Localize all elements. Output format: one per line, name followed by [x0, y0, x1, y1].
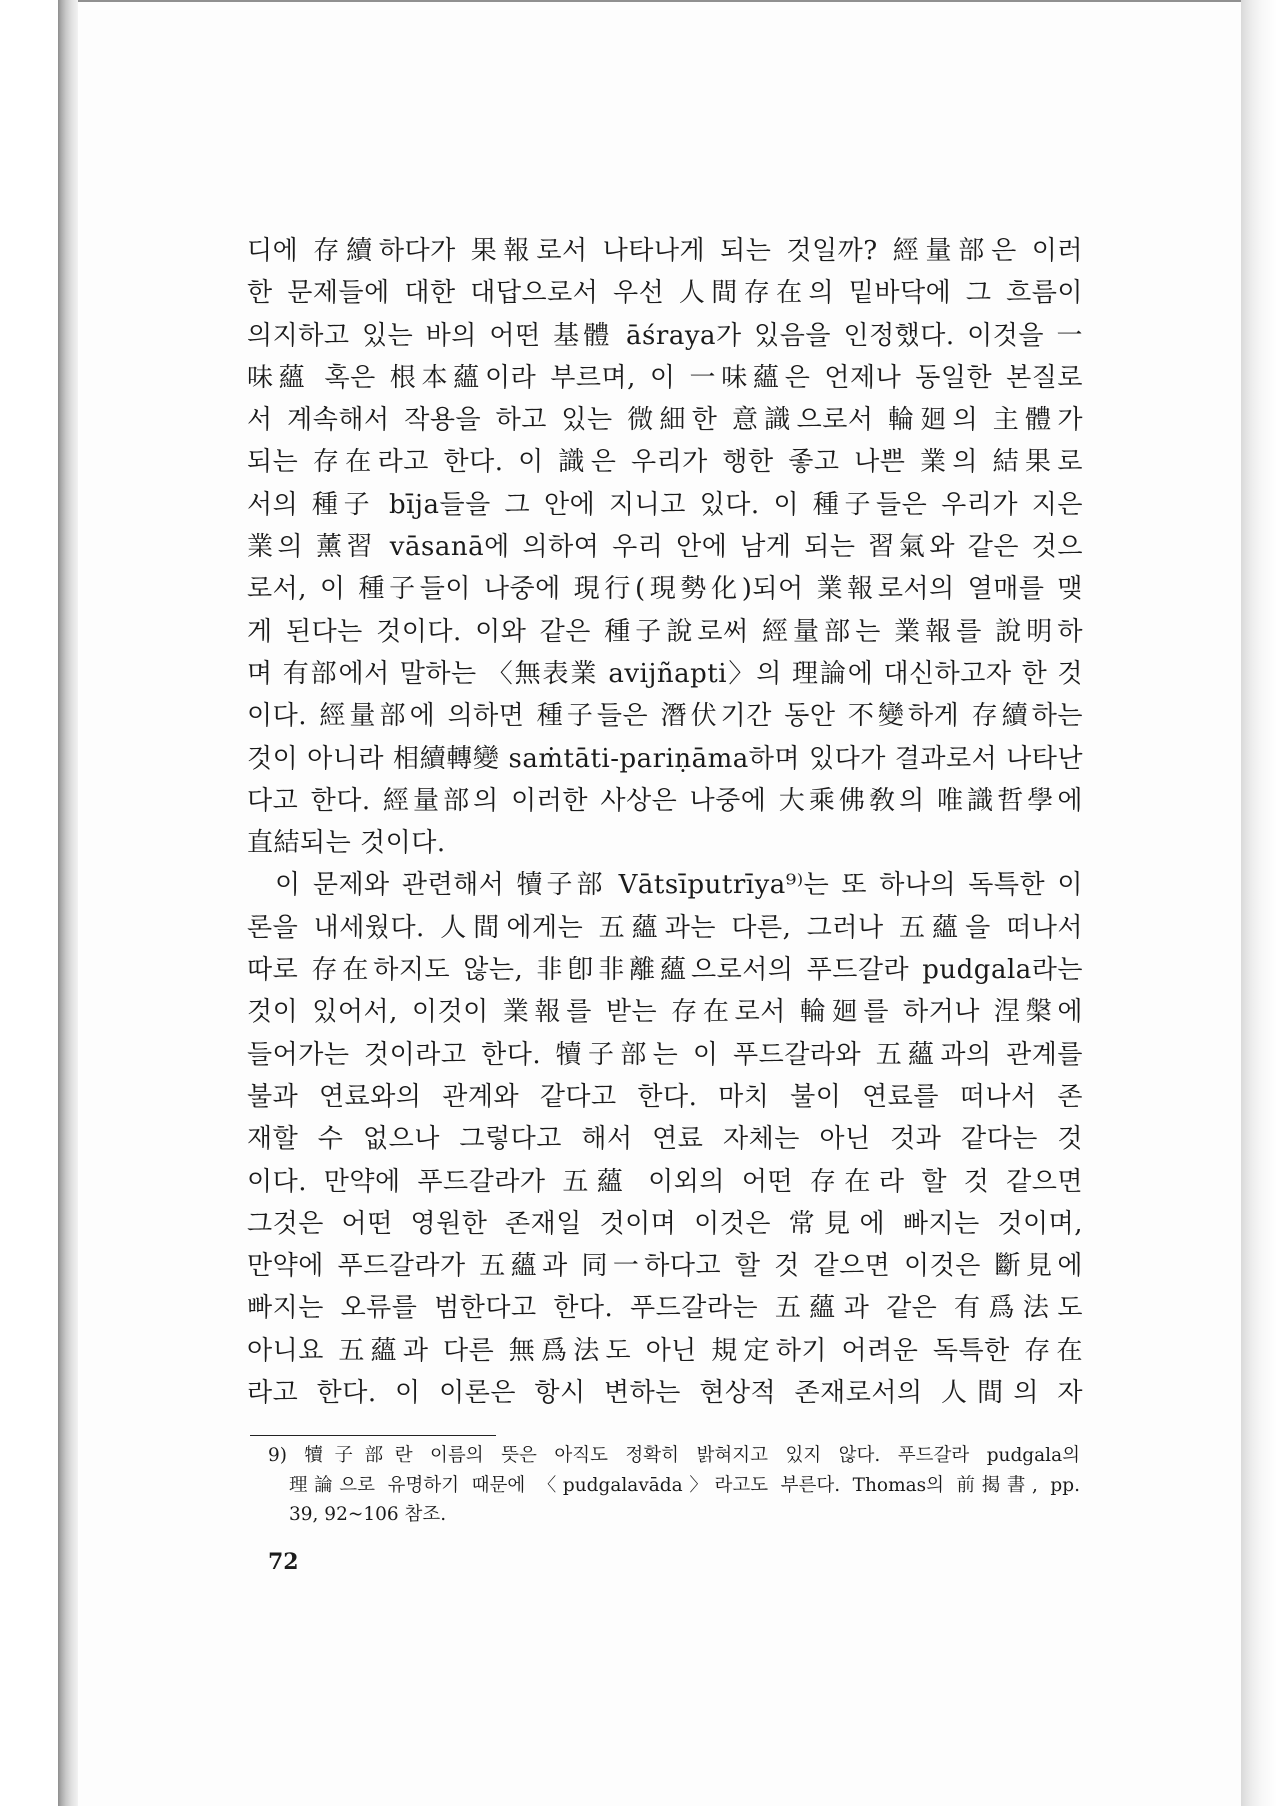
- body-line: 한 문제들에 대한 대답으로서 우선 人間存在의 밑바닥에 그 흐름이: [247, 278, 1083, 309]
- body-line: 며 有部에서 말하는 〈無表業 avijñapti〉의 理論에 대신하고자 한 것: [247, 658, 1083, 689]
- body-line: 다고 한다. 經量部의 이러한 사상은 나중에 大乘佛敎의 唯識哲學에: [247, 785, 1083, 816]
- body-line: 直結되는 것이다.: [247, 828, 446, 859]
- footnote-divider: [250, 1435, 496, 1436]
- body-line: 되는 存在라고 한다. 이 識은 우리가 행한 좋고 나쁜 業의 結果로: [247, 447, 1083, 478]
- body-line: 이다. 經量部에 의하면 種子들은 潛伏기간 동안 不變하게 存續하는: [247, 701, 1083, 732]
- body-line: 론을 내세웠다. 人間에게는 五蘊과는 다른, 그러나 五蘊을 떠나서: [247, 912, 1083, 943]
- footnote-line: 39, 92~106 참조.: [289, 1504, 447, 1526]
- body-line: 이 문제와 관련해서 犢子部 Vātsīputrīya⁹⁾는 또 하나의 독특한 이: [275, 870, 1083, 901]
- body-line: 디에 存續하다가 果報로서 나타나게 되는 것일까? 經量部은 이러: [247, 236, 1083, 266]
- body-line: 의지하고 있는 바의 어떤 基體 āśraya가 있음을 인정했다. 이것을 一: [247, 320, 1083, 351]
- body-line: 이다. 만약에 푸드갈라가 五蘊 이외의 어떤 存在라 할 것 같으면: [247, 1166, 1083, 1197]
- body-line: 불과 연료와의 관계와 같다고 한다. 마치 불이 연료를 떠나서 존: [247, 1081, 1083, 1112]
- body-line: 서의 種子 bīja들을 그 안에 지니고 있다. 이 種子들은 우리가 지은: [247, 489, 1083, 520]
- body-text: [247, 230, 1083, 1414]
- page-number: 72: [268, 1549, 299, 1575]
- body-line: 라고 한다. 이 이론은 항시 변하는 현상적 존재로서의 人間의 자: [247, 1378, 1083, 1409]
- body-line: 아니요 五蘊과 다른 無爲法도 아닌 規定하기 어려운 독특한 存在: [247, 1335, 1083, 1366]
- page-shadow: [1241, 0, 1277, 1806]
- body-line: 業의 薰習 vāsanā에 의하여 우리 안에 남게 되는 習氣와 같은 것으: [247, 532, 1083, 563]
- body-line: 그것은 어떤 영원한 존재일 것이며 이것은 常見에 빠지는 것이며,: [247, 1208, 1083, 1239]
- body-line: 로서, 이 種子들이 나중에 現行(現勢化)되어 業報로서의 열매를 맺: [247, 574, 1083, 605]
- footnote-line: 理論으로 유명하기 때문에 〈pudgalavāda〉라고도 부른다. Thomas의 前揭書, pp.: [289, 1474, 1080, 1496]
- body-line: 들어가는 것이라고 한다. 犢子部는 이 푸드갈라와 五蘊과의 관계를: [247, 1039, 1083, 1070]
- body-line: 것이 있어서, 이것이 業報를 받는 存在로서 輪廻를 하거나 涅槃에: [247, 997, 1083, 1028]
- body-line: 게 된다는 것이다. 이와 같은 種子說로써 經量部는 業報를 說明하: [247, 616, 1083, 647]
- body-line: 재할 수 없으나 그렇다고 해서 연료 자체는 아닌 것과 같다는 것: [247, 1124, 1083, 1155]
- body-line: 것이 아니라 相續轉變 saṁtāti-pariṇāma하며 있다가 결과로서 나타난: [247, 743, 1083, 774]
- footnote: [268, 1441, 1080, 1530]
- body-line: 빠지는 오류를 범한다고 한다. 푸드갈라는 五蘊과 같은 有爲法도: [247, 1293, 1083, 1324]
- body-line: 서 계속해서 작용을 하고 있는 微細한 意識으로서 輪廻의 主體가: [247, 405, 1083, 436]
- body-line: 味蘊 혹은 根本蘊이라 부르며, 이 一味蘊은 언제나 동일한 본질로: [247, 362, 1083, 393]
- body-line: 따로 存在하지도 않는, 非卽非離蘊으로서의 푸드갈라 pudgala라는: [247, 955, 1083, 986]
- body-line: 만약에 푸드갈라가 五蘊과 同一하다고 할 것 같으면 이것은 斷見에: [247, 1251, 1083, 1282]
- page-edge: [58, 0, 78, 1806]
- footnote-line: 9) 犢子部란 이름의 뜻은 아직도 정확히 밝혀지고 있지 않다. 푸드갈라 pudgala의: [268, 1445, 1080, 1466]
